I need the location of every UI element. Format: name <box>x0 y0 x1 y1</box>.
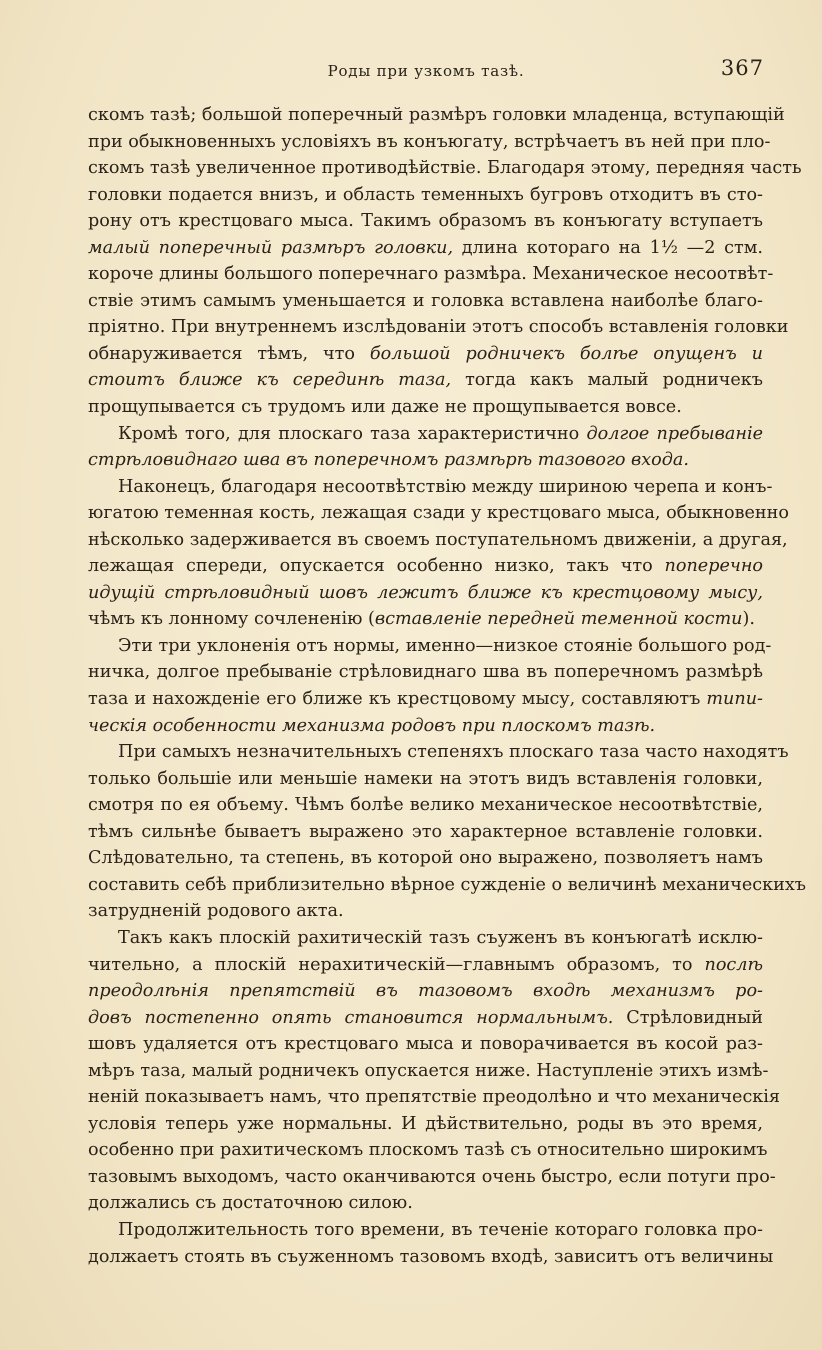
text-run: мѣръ таза, малый родничекъ опускается ниже. Наступленіе этихъ измѣ- <box>88 1060 769 1081</box>
text-line <box>88 766 763 793</box>
text-line <box>88 553 763 580</box>
text-run: лежащая спереди, опускается особенно низко, такъ что <box>88 556 665 577</box>
text-run: смотря по ея объему. Чѣмъ болѣе велико механическое несоотвѣтствіе, <box>88 795 763 816</box>
text-line <box>88 208 763 235</box>
text-run: должались съ достаточною силою. <box>88 1193 413 1214</box>
text-run: скомъ тазѣ; большой поперечный размѣръ головки младенца, вступающій <box>88 105 785 125</box>
text-run: чительно, а плоскій нерахитическій—главнымъ образомъ, то <box>88 954 705 975</box>
text-run: тазовымъ выходомъ, часто оканчиваются очень быстро, если потуги про- <box>88 1166 776 1187</box>
text-run: при обыкновенныхъ условіяхъ въ конъюгату, встрѣчаетъ въ ней при пло- <box>88 131 771 152</box>
text-run: Продолжительность того времени, въ теченіе котораго головка про- <box>118 1219 763 1240</box>
text-line <box>88 633 772 660</box>
text-line <box>88 314 789 341</box>
text-run: Эти три уклоненія отъ нормы, именно—низкое стояніе большого род- <box>118 635 772 656</box>
text-line <box>88 1058 769 1085</box>
text-line <box>88 659 763 686</box>
paragraph <box>88 474 789 633</box>
text-line <box>88 872 806 899</box>
text-line <box>88 261 774 288</box>
text-line <box>88 394 763 421</box>
paragraph <box>88 633 772 739</box>
italic-text: долгое пребываніе <box>586 423 763 444</box>
text-run: тѣмъ сильнѣе бываетъ выражено это характерное вставленіе головки. <box>88 821 763 842</box>
text-line <box>88 713 763 740</box>
paragraph <box>88 421 763 474</box>
text-line <box>88 341 763 368</box>
text-line <box>88 527 788 554</box>
text-run: Такъ какъ плоскій рахитическій тазъ съуженъ въ конъюгатѣ исклю- <box>118 927 763 948</box>
text-line <box>88 580 763 607</box>
text-line <box>88 1137 768 1164</box>
text-line <box>88 1005 763 1032</box>
text-run: Наконецъ, благодаря несоотвѣтствію между шириною черепа и конъ- <box>118 476 773 497</box>
text-run: длина котораго на 1½ —2 стм. <box>453 237 763 258</box>
italic-text: большой родничекъ болѣе опущенъ и <box>369 343 763 364</box>
text-line <box>88 1084 781 1111</box>
text-line <box>88 235 763 262</box>
text-line <box>88 1190 763 1217</box>
text-run: условія теперь уже нормальны. И дѣйствительно, роды въ это время, <box>88 1113 763 1134</box>
text-line <box>88 739 789 766</box>
paragraph <box>88 925 781 1217</box>
paragraph <box>88 1217 774 1270</box>
text-run: пріятно. При внутреннемъ изслѣдованіи этотъ способъ вставленія головки <box>88 317 789 338</box>
paragraph <box>88 739 806 925</box>
text-run: скомъ тазѣ увеличенное противодѣйствіе. Благодаря этому, передняя часть <box>88 158 802 179</box>
text-run: только большіе или меньшіе намеки на этотъ видъ вставленія головки, <box>88 768 763 789</box>
text-line <box>88 898 763 925</box>
text-line <box>88 367 763 394</box>
text-run: Кромѣ того, для плоскаго таза характеристично <box>118 423 587 444</box>
text-line <box>88 819 763 846</box>
running-head-title: Роды при узкомъ тазѣ. <box>327 62 525 80</box>
text-line <box>88 1244 774 1271</box>
text-run: рону отъ крестцоваго мыса. Такимъ образомъ въ конъюгату вступаетъ <box>88 211 763 232</box>
italic-text: довъ постепенно опять становится нормальнымъ. <box>88 1007 614 1028</box>
text-run: ). <box>742 609 755 630</box>
italic-text: послѣ <box>704 954 763 975</box>
body-text <box>88 102 806 1270</box>
text-line <box>88 421 763 448</box>
italic-text: ческія особенности механизма родовъ при плоскомъ тазѣ. <box>88 715 656 736</box>
text-line <box>88 447 763 474</box>
text-run: При самыхъ незначительныхъ степеняхъ плоскаго таза часто находятъ <box>118 742 789 763</box>
italic-text: стрѣловиднаго шва въ поперечномъ размѣрѣ тазового входа. <box>88 450 690 471</box>
text-line <box>88 792 763 819</box>
italic-text: вставленіе передней теменной кости <box>374 609 743 630</box>
italic-text: идущій стрѣловидный шовъ лежитъ ближе къ крестцовому мысу, <box>88 582 763 603</box>
text-line <box>88 952 763 979</box>
italic-text: преодолѣнія препятствій въ тазовомъ входѣ механизмъ ро- <box>88 981 763 1002</box>
text-line <box>88 129 771 156</box>
text-run: головки подается внизъ, и область теменныхъ бугровъ отходитъ въ сто- <box>88 184 763 205</box>
paragraph <box>88 102 802 421</box>
text-run: Стрѣловидный <box>613 1007 763 1028</box>
text-run: тогда какъ малый родничекъ <box>451 370 763 391</box>
text-line <box>88 978 763 1005</box>
text-run: обнаруживается тѣмъ, что <box>88 343 370 364</box>
text-line <box>88 288 763 315</box>
text-run: неній показываетъ намъ, что препятствіе преодолѣно и что механическія <box>88 1087 781 1108</box>
text-run: составить себѣ приблизительно вѣрное сужденіе о величинѣ механическихъ <box>88 874 806 895</box>
text-run: ствіе этимъ самымъ уменьшается и головка вставлена наиболѣе благо- <box>88 290 763 311</box>
text-line <box>88 845 763 872</box>
text-line <box>88 1164 776 1191</box>
text-run: чѣмъ къ лонному сочлененію ( <box>88 609 375 630</box>
text-run: особенно при рахитическомъ плоскомъ тазѣ съ относительно широкимъ <box>88 1140 768 1161</box>
text-line <box>88 686 763 713</box>
page-number: 367 <box>720 56 764 80</box>
text-line <box>88 1111 763 1138</box>
text-run: затрудненій родового акта. <box>88 901 344 922</box>
text-line <box>88 606 763 633</box>
text-run: ничка, долгое пребываніе стрѣловиднаго шва въ поперечномъ размѣрѣ <box>88 662 763 683</box>
text-run: Слѣдовательно, та степень, въ которой оно выражено, позволяетъ намъ <box>88 848 763 869</box>
text-line <box>88 102 785 129</box>
text-line <box>88 1217 763 1244</box>
text-line <box>88 925 763 952</box>
text-line <box>88 182 763 209</box>
italic-text: стоитъ ближе къ серединѣ таза, <box>88 370 452 391</box>
italic-text: поперечно <box>664 556 763 577</box>
text-line <box>88 155 802 182</box>
text-line <box>88 474 773 501</box>
text-run: шовъ удаляется отъ крестцоваго мыса и поворачивается въ косой раз- <box>88 1034 763 1055</box>
text-run: югатою теменная кость, лежащая сзади у крестцоваго мыса, обыкновенно <box>88 503 789 524</box>
text-run: прощупывается съ трудомъ или даже не прощупывается вовсе. <box>88 397 682 418</box>
text-line <box>88 500 789 527</box>
text-run: должаетъ стоять въ съуженномъ тазовомъ входѣ, зависитъ отъ величины <box>88 1246 774 1267</box>
text-run: короче длины большого поперечнаго размѣра. Механическое несоотвѣт- <box>88 264 774 285</box>
italic-text: типи- <box>706 689 763 710</box>
text-line <box>88 1031 763 1058</box>
italic-text: малый поперечный размѣръ головки, <box>88 237 454 258</box>
text-run: таза и нахожденіе его ближе къ крестцовому мысу, составляютъ <box>88 689 707 710</box>
text-run: нѣсколько задерживается въ своемъ поступательномъ движеніи, а другая, <box>88 529 788 550</box>
running-head <box>88 56 764 86</box>
